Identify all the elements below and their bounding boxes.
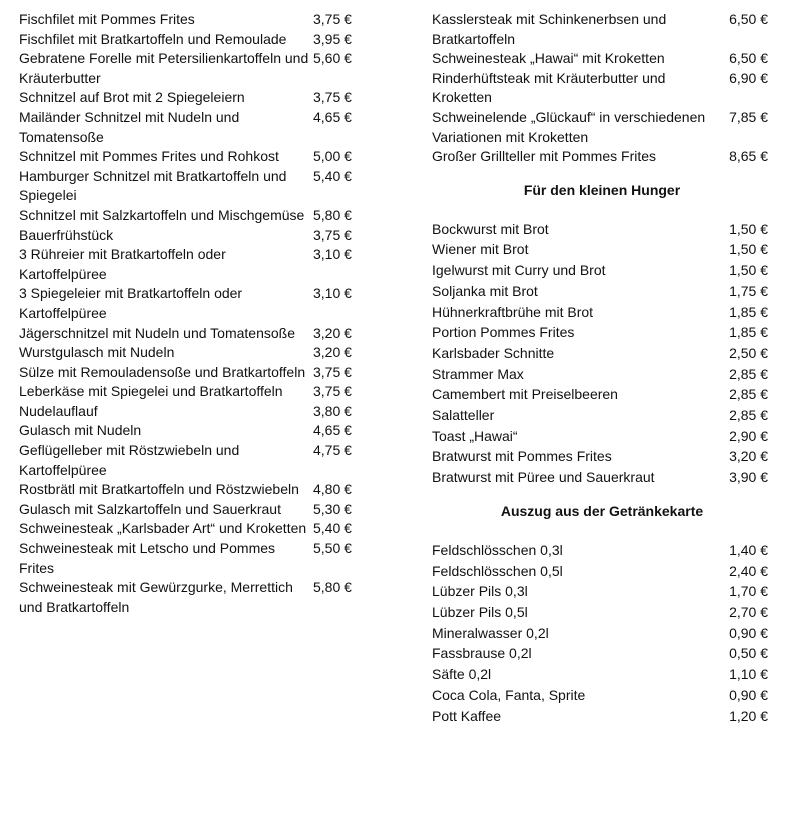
menu-item-name: Leberkäse mit Spiegelei und Bratkartoffeln	[19, 383, 283, 400]
menu-item-price: 0,50 €	[729, 645, 768, 662]
menu-item	[19, 441, 364, 480]
menu-item-price: 2,70 €	[729, 604, 768, 620]
menu-item-price: 4,65 €	[313, 108, 352, 125]
menu-item	[432, 147, 772, 167]
menu-item-name: Schweinesteak „Karlsbader Art“ und Kroketten	[19, 520, 307, 537]
menu-item-price: 1,50 €	[729, 262, 768, 279]
menu-item-name: Schweinesteak „Hawai“ mit Kroketten	[432, 50, 665, 67]
menu-item-price: 2,85 €	[729, 386, 768, 403]
menu-item-name: Fischfilet mit Pommes Frites	[19, 11, 195, 27]
menu-item-price: 5,50 €	[313, 540, 352, 557]
menu-item	[432, 540, 772, 561]
menu-item-price: 3,80 €	[313, 402, 352, 419]
menu-item	[432, 685, 772, 706]
menu-item-name: Lübzer Pils 0,5l	[432, 604, 528, 620]
menu-item-price: 1,10 €	[729, 666, 768, 683]
menu-item	[432, 302, 772, 323]
menu-item	[432, 561, 772, 582]
menu-item	[19, 500, 364, 520]
menu-item	[432, 343, 772, 364]
menu-item-name: Pott Kaffee	[432, 707, 502, 724]
menu-item-name: Hamburger Schnitzel mit Bratkartoffeln und Spiegelei	[19, 167, 287, 204]
menu-item-price: 3,75 €	[313, 11, 352, 27]
snacks-list	[432, 219, 772, 488]
menu-item-price: 5,80 €	[313, 579, 352, 596]
menu-item-name: Bratwurst mit Pommes Frites	[432, 448, 612, 465]
menu-item	[432, 664, 772, 685]
menu-item-name: Wurstgulasch mit Nudeln	[19, 344, 175, 361]
menu-item	[19, 324, 364, 344]
menu-item-price: 3,75 €	[313, 89, 352, 106]
menu-item-name: Schnitzel mit Pommes Frites und Rohkost	[19, 148, 279, 165]
menu-item-name: Bratwurst mit Püree und Sauerkraut	[432, 469, 655, 486]
menu-item	[19, 226, 364, 246]
menu-item-price: 3,20 €	[313, 344, 352, 361]
menu-item-price: 0,90 €	[729, 686, 768, 703]
menu-item	[19, 30, 364, 50]
menu-item	[432, 322, 772, 343]
menu-item-price: 2,85 €	[729, 407, 768, 424]
menu-item	[432, 405, 772, 426]
menu-item-price: 5,60 €	[313, 50, 352, 67]
menu-item-price: 2,85 €	[729, 365, 768, 382]
menu-item-price: 4,80 €	[313, 481, 352, 498]
menu-item	[19, 421, 364, 441]
menu-item	[19, 88, 364, 108]
menu-item-price: 2,50 €	[729, 344, 768, 361]
menu-item	[432, 446, 772, 467]
menu-item-name: Coca Cola, Fanta, Sprite	[432, 686, 586, 703]
menu-item	[432, 643, 772, 664]
menu-item	[432, 49, 772, 69]
menu-item-name: Schnitzel mit Salzkartoffeln und Mischgemüse	[19, 206, 305, 223]
menu-item-price: 3,90 €	[729, 469, 768, 486]
menu-item-name: Strammer Max	[432, 365, 524, 382]
menu-item-name: Geflügelleber mit Röstzwiebeln und Kartoffelpüree	[19, 442, 240, 478]
menu-item	[432, 602, 772, 623]
menu-item-price: 2,90 €	[729, 427, 768, 444]
menu-item	[19, 49, 364, 88]
menu-item-name: Jägerschnitzel mit Nudeln und Tomatensoße	[19, 324, 296, 341]
menu-item-price: 4,75 €	[313, 442, 352, 459]
menu-item	[19, 108, 364, 147]
menu-item-price: 6,90 €	[729, 69, 768, 86]
menu-item	[19, 480, 364, 500]
menu-item-price: 3,20 €	[729, 448, 768, 465]
menu-item-price: 3,75 €	[313, 383, 352, 400]
menu-item-name: Gebratene Forelle mit Petersilienkartoffeln und Kräuterbutter	[19, 50, 309, 86]
menu-item-name: Salatteller	[432, 407, 495, 424]
menu-item	[19, 147, 364, 167]
menu-item	[19, 363, 364, 383]
menu-item-name: Karlsbader Schnitte	[432, 344, 555, 361]
menu-item-name: Feldschlösschen 0,5l	[432, 562, 563, 579]
menu-item	[19, 539, 364, 578]
snacks-heading: Für den kleinen Hunger	[523, 181, 681, 198]
menu-item-name: Wiener mit Brot	[432, 241, 529, 258]
menu-item	[19, 519, 364, 539]
menu-item-name: Mailänder Schnitzel mit Nudeln und Tomatensoße	[19, 108, 240, 145]
menu-item-name: Großer Grillteller mit Pommes Frites	[432, 148, 657, 165]
menu-item-name: Camembert mit Preiselbeeren	[432, 386, 618, 403]
menu-item-name: Igelwurst mit Curry und Brot	[432, 262, 606, 279]
menu-item	[432, 581, 772, 602]
menu-item-price: 6,50 €	[729, 11, 768, 27]
menu-item	[432, 108, 772, 147]
menu-item	[19, 167, 364, 206]
left-column	[19, 10, 364, 617]
menu-item	[432, 426, 772, 447]
menu-item-name: Schweinesteak mit Letscho und Pommes Frites	[19, 540, 276, 576]
menu-item-name: Mineralwasser 0,2l	[432, 624, 549, 641]
menu-item	[19, 402, 364, 422]
menu-item-price: 1,85 €	[729, 324, 768, 341]
menu-item-name: Rostbrätl mit Bratkartoffeln und Röstzwiebeln	[19, 481, 299, 498]
menu-item-name: 3 Spiegeleier mit Bratkartoffeln oder Kartoffelpüree	[19, 285, 243, 321]
menu-item	[432, 69, 772, 108]
menu-item-name: 3 Rühreier mit Bratkartoffeln oder Kartoffelpüree	[19, 246, 226, 282]
menu-item-name: Bauerfrühstück	[19, 226, 114, 243]
menu-item	[19, 206, 364, 226]
menu-item-name: Toast „Hawai“	[432, 427, 518, 444]
menu-item-price: 3,95 €	[313, 30, 352, 47]
menu-item-price: 1,50 €	[729, 220, 768, 237]
menu-item-price: 3,10 €	[313, 246, 352, 263]
menu-item-name: Sülze mit Remouladensoße und Bratkartoffeln	[19, 363, 306, 380]
menu-item	[19, 343, 364, 363]
menu-item	[432, 706, 772, 727]
menu-item-name: Gulasch mit Nudeln	[19, 422, 142, 439]
menu-item	[19, 578, 364, 617]
menu-item-price: 2,40 €	[729, 562, 768, 579]
menu-item-name: Schweinelende „Glückauf“ in verschiedenen Variationen mit Kroketten	[432, 108, 706, 145]
menu-item-price: 5,80 €	[313, 206, 352, 223]
menu-item-name: Schweinesteak mit Gewürzgurke, Merrettich und Bratkartoffeln	[19, 579, 293, 615]
menu-item-price: 3,75 €	[313, 226, 352, 243]
menu-item-name: Rinderhüftsteak mit Kräuterbutter und Kroketten	[432, 69, 666, 106]
mains-list	[432, 10, 772, 167]
menu-item-price: 1,70 €	[729, 583, 768, 600]
menu-item-price: 1,40 €	[729, 541, 768, 558]
menu-item	[19, 245, 364, 284]
menu-item-price: 5,30 €	[313, 500, 352, 517]
menu-item	[432, 260, 772, 281]
menu-item-name: Schnitzel auf Brot mit 2 Spiegeleiern	[19, 89, 245, 106]
menu-item-name: Hühnerkraftbrühe mit Brot	[432, 303, 594, 320]
menu-item	[432, 281, 772, 302]
menu-item-name: Kasslersteak mit Schinkenerbsen und Bratkartoffeln	[432, 11, 667, 47]
menu-item-price: 0,90 €	[729, 624, 768, 641]
menu-item-name: Feldschlösschen 0,3l	[432, 541, 563, 558]
menu-item-name: Säfte 0,2l	[432, 666, 492, 683]
menu-item-name: Lübzer Pils 0,3l	[432, 583, 528, 600]
menu-item	[19, 284, 364, 323]
menu-item	[432, 384, 772, 405]
menu-item-price: 3,10 €	[313, 285, 352, 302]
menu-item	[432, 623, 772, 644]
menu-item	[432, 467, 772, 488]
menu-item-price: 8,65 €	[729, 148, 768, 165]
menu-item	[432, 364, 772, 385]
menu-item-price: 5,40 €	[313, 520, 352, 537]
drinks-heading: Auszug aus der Getränkekarte	[500, 502, 704, 519]
menu-item-price: 1,85 €	[729, 303, 768, 320]
drinks-list	[432, 540, 772, 726]
menu-item-name: Gulasch mit Salzkartoffeln und Sauerkraut	[19, 500, 281, 517]
menu-item-name: Fischfilet mit Bratkartoffeln und Remoulade	[19, 30, 287, 47]
menu-item-price: 3,20 €	[313, 324, 352, 341]
menu-item	[19, 382, 364, 402]
menu-item-name: Soljanka mit Brot	[432, 282, 538, 299]
menu-item-price: 7,85 €	[729, 108, 768, 125]
menu-item-name: Fassbrause 0,2l	[432, 645, 532, 662]
menu-item	[19, 10, 364, 30]
menu-item-price: 5,00 €	[313, 148, 352, 165]
menu-item-price: 1,20 €	[729, 707, 768, 724]
menu-item-price: 5,40 €	[313, 167, 352, 184]
menu-item	[432, 10, 772, 49]
menu-item-name: Portion Pommes Frites	[432, 324, 575, 341]
menu-item-price: 3,75 €	[313, 363, 352, 380]
menu-item-price: 1,50 €	[729, 241, 768, 258]
right-column	[432, 10, 772, 726]
menu-item	[432, 239, 772, 260]
menu-item-name: Bockwurst mit Brot	[432, 220, 549, 237]
menu-item	[432, 219, 772, 240]
menu-item-price: 4,65 €	[313, 422, 352, 439]
menu-item-price: 6,50 €	[729, 50, 768, 67]
menu-item-price: 1,75 €	[729, 282, 768, 299]
menu-item-name: Nudelauflauf	[19, 402, 98, 419]
